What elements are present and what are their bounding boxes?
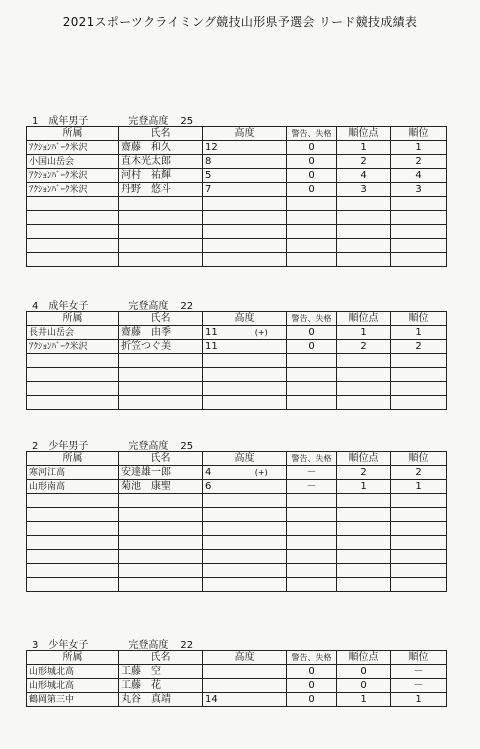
cell-warning bbox=[287, 494, 337, 508]
cell-name bbox=[119, 536, 203, 550]
header-height: 高度 bbox=[203, 651, 287, 665]
cell-name bbox=[119, 197, 203, 211]
cell-name bbox=[119, 239, 203, 253]
cell-rank: 2 bbox=[391, 155, 447, 169]
cell-height bbox=[203, 354, 237, 368]
cell-rank bbox=[391, 550, 447, 564]
completion-height-value: 25 bbox=[180, 441, 194, 452]
cell-rank-points: 2 bbox=[337, 340, 391, 354]
cell-rank-points: 0 bbox=[337, 679, 391, 693]
cell-rank bbox=[391, 211, 447, 225]
cell-name bbox=[119, 396, 203, 410]
cell-rank bbox=[391, 382, 447, 396]
cell-rank-points: 4 bbox=[337, 169, 391, 183]
cell-rank bbox=[391, 578, 447, 592]
section-category: 成年男子 bbox=[48, 116, 89, 127]
cell-rank bbox=[391, 354, 447, 368]
cell-warning bbox=[287, 536, 337, 550]
cell-rank-points bbox=[337, 368, 391, 382]
table-row bbox=[27, 679, 447, 693]
table-row bbox=[27, 536, 447, 550]
cell-height bbox=[203, 536, 237, 550]
header-rank-points: 順位点 bbox=[337, 651, 391, 665]
cell-affiliation bbox=[27, 508, 119, 522]
completion-height-label: 完登高度 bbox=[128, 441, 169, 452]
cell-warning: 0 bbox=[287, 693, 337, 707]
cell-rank: 4 bbox=[391, 169, 447, 183]
cell-warning bbox=[287, 239, 337, 253]
section-category: 少年女子 bbox=[48, 640, 89, 651]
cell-warning bbox=[287, 508, 337, 522]
table-row bbox=[27, 550, 447, 564]
cell-rank-points bbox=[337, 494, 391, 508]
cell-affiliation: ｱｸｼｮﾝﾊﾞｰｸ米沢 bbox=[27, 340, 119, 354]
cell-name bbox=[119, 354, 203, 368]
section-heading bbox=[32, 636, 193, 651]
cell-name bbox=[119, 550, 203, 564]
header-height: 高度 bbox=[203, 312, 287, 326]
table-row bbox=[27, 183, 447, 197]
cell-height-plus bbox=[237, 480, 287, 494]
cell-rank-points: 1 bbox=[337, 326, 391, 340]
cell-height bbox=[203, 382, 237, 396]
table-row bbox=[27, 253, 447, 267]
cell-name: 菊池 康聖 bbox=[119, 480, 203, 494]
section-number: 4 bbox=[32, 301, 39, 312]
section-heading bbox=[32, 437, 193, 452]
cell-height-plus bbox=[237, 665, 287, 679]
cell-rank-points bbox=[337, 508, 391, 522]
completion-height-value: 22 bbox=[180, 640, 194, 651]
cell-affiliation bbox=[27, 225, 119, 239]
cell-rank bbox=[391, 396, 447, 410]
table-row bbox=[27, 197, 447, 211]
cell-height bbox=[203, 508, 237, 522]
cell-affiliation bbox=[27, 253, 119, 267]
header-affiliation: 所属 bbox=[27, 651, 119, 665]
table-row bbox=[27, 211, 447, 225]
header-rank: 順位 bbox=[391, 651, 447, 665]
cell-affiliation bbox=[27, 197, 119, 211]
cell-warning bbox=[287, 578, 337, 592]
cell-height bbox=[203, 494, 237, 508]
cell-height bbox=[203, 522, 237, 536]
completion-height-value: 25 bbox=[180, 116, 194, 127]
cell-name: 直木光太郎 bbox=[119, 155, 203, 169]
cell-height-plus: (+) bbox=[237, 466, 287, 480]
cell-warning: 0 bbox=[287, 340, 337, 354]
cell-name bbox=[119, 508, 203, 522]
section-category: 少年男子 bbox=[48, 441, 89, 452]
cell-affiliation bbox=[27, 354, 119, 368]
cell-affiliation: ｱｸｼｮﾝﾊﾞｰｸ米沢 bbox=[27, 169, 119, 183]
cell-height-plus: (+) bbox=[237, 326, 287, 340]
cell-height bbox=[203, 253, 237, 267]
cell-height-plus bbox=[237, 169, 287, 183]
cell-rank-points bbox=[337, 522, 391, 536]
section-heading bbox=[32, 297, 193, 312]
cell-height: 8 bbox=[203, 155, 237, 169]
cell-height bbox=[203, 225, 237, 239]
completion-height-label: 完登高度 bbox=[128, 116, 169, 127]
header-affiliation: 所属 bbox=[27, 127, 119, 141]
cell-height-plus bbox=[237, 239, 287, 253]
cell-rank bbox=[391, 494, 447, 508]
header-rank: 順位 bbox=[391, 312, 447, 326]
header-rank: 順位 bbox=[391, 452, 447, 466]
header-rank-points: 順位点 bbox=[337, 452, 391, 466]
header-warning: 警告、失格 bbox=[287, 127, 337, 141]
table-row bbox=[27, 480, 447, 494]
cell-height-plus bbox=[237, 225, 287, 239]
cell-height-plus bbox=[237, 211, 287, 225]
cell-height-plus bbox=[237, 253, 287, 267]
cell-height-plus bbox=[237, 536, 287, 550]
header-rank-points: 順位点 bbox=[337, 312, 391, 326]
table-row bbox=[27, 578, 447, 592]
cell-affiliation bbox=[27, 550, 119, 564]
cell-height: 11 bbox=[203, 340, 237, 354]
cell-height bbox=[203, 564, 237, 578]
cell-warning bbox=[287, 522, 337, 536]
cell-warning bbox=[287, 211, 337, 225]
cell-height: 4 bbox=[203, 466, 237, 480]
cell-warning: － bbox=[287, 480, 337, 494]
section-number: 2 bbox=[32, 441, 39, 452]
cell-height-plus bbox=[237, 522, 287, 536]
cell-rank bbox=[391, 225, 447, 239]
cell-name bbox=[119, 253, 203, 267]
header-affiliation: 所属 bbox=[27, 452, 119, 466]
table-row bbox=[27, 693, 447, 707]
cell-rank: 1 bbox=[391, 693, 447, 707]
cell-affiliation: 山形城北高 bbox=[27, 665, 119, 679]
cell-height-plus bbox=[237, 494, 287, 508]
cell-height-plus bbox=[237, 340, 287, 354]
cell-height-plus bbox=[237, 550, 287, 564]
cell-height: 7 bbox=[203, 183, 237, 197]
cell-warning: 0 bbox=[287, 183, 337, 197]
cell-affiliation bbox=[27, 382, 119, 396]
cell-height bbox=[203, 679, 237, 693]
table-row bbox=[27, 141, 447, 155]
cell-rank-points: 3 bbox=[337, 183, 391, 197]
cell-warning bbox=[287, 354, 337, 368]
table-row bbox=[27, 665, 447, 679]
cell-height-plus bbox=[237, 508, 287, 522]
cell-affiliation: 鶴岡第三中 bbox=[27, 693, 119, 707]
cell-name bbox=[119, 211, 203, 225]
header-name: 氏名 bbox=[119, 312, 203, 326]
cell-rank-points bbox=[337, 239, 391, 253]
cell-warning bbox=[287, 396, 337, 410]
cell-name: 折笠つぐ美 bbox=[119, 340, 203, 354]
cell-warning: 0 bbox=[287, 141, 337, 155]
cell-rank-points bbox=[337, 253, 391, 267]
cell-affiliation bbox=[27, 211, 119, 225]
cell-affiliation bbox=[27, 239, 119, 253]
cell-name bbox=[119, 225, 203, 239]
header-affiliation: 所属 bbox=[27, 312, 119, 326]
cell-affiliation: 山形城北高 bbox=[27, 679, 119, 693]
cell-height-plus bbox=[237, 693, 287, 707]
page-title: 2021スポーツクライミング競技山形県予選会 リード競技成績表 bbox=[62, 15, 418, 29]
cell-affiliation bbox=[27, 578, 119, 592]
cell-rank-points bbox=[337, 564, 391, 578]
cell-affiliation bbox=[27, 494, 119, 508]
cell-height bbox=[203, 211, 237, 225]
cell-rank-points bbox=[337, 382, 391, 396]
table-row bbox=[27, 169, 447, 183]
cell-warning: 0 bbox=[287, 665, 337, 679]
cell-height-plus bbox=[237, 679, 287, 693]
table-row bbox=[27, 354, 447, 368]
table-row bbox=[27, 494, 447, 508]
table-header-row bbox=[27, 127, 447, 141]
cell-name: 安達雄一郎 bbox=[119, 466, 203, 480]
cell-height: 12 bbox=[203, 141, 237, 155]
cell-height: 6 bbox=[203, 480, 237, 494]
cell-warning bbox=[287, 564, 337, 578]
cell-rank bbox=[391, 253, 447, 267]
cell-affiliation: 寒河江高 bbox=[27, 466, 119, 480]
cell-height: 14 bbox=[203, 693, 237, 707]
table-row bbox=[27, 155, 447, 169]
cell-name bbox=[119, 578, 203, 592]
cell-name: 工藤 空 bbox=[119, 665, 203, 679]
cell-rank-points bbox=[337, 197, 391, 211]
cell-rank-points bbox=[337, 536, 391, 550]
cell-height bbox=[203, 550, 237, 564]
cell-rank: － bbox=[391, 679, 447, 693]
cell-height: 11 bbox=[203, 326, 237, 340]
cell-height-plus bbox=[237, 354, 287, 368]
table-row bbox=[27, 225, 447, 239]
cell-height-plus bbox=[237, 183, 287, 197]
table-header-row bbox=[27, 651, 447, 665]
header-height: 高度 bbox=[203, 452, 287, 466]
cell-warning bbox=[287, 382, 337, 396]
table-row bbox=[27, 382, 447, 396]
cell-name: 齋藤 由季 bbox=[119, 326, 203, 340]
cell-height-plus bbox=[237, 141, 287, 155]
cell-name bbox=[119, 522, 203, 536]
cell-height-plus bbox=[237, 368, 287, 382]
cell-name: 齋藤 和久 bbox=[119, 141, 203, 155]
table-row bbox=[27, 522, 447, 536]
cell-height bbox=[203, 197, 237, 211]
cell-name bbox=[119, 382, 203, 396]
table-row bbox=[27, 564, 447, 578]
section-number: 1 bbox=[32, 116, 39, 127]
cell-rank-points bbox=[337, 578, 391, 592]
cell-affiliation bbox=[27, 536, 119, 550]
cell-warning bbox=[287, 550, 337, 564]
completion-height-value: 22 bbox=[180, 301, 194, 312]
cell-rank-points: 0 bbox=[337, 665, 391, 679]
cell-rank-points: 2 bbox=[337, 466, 391, 480]
cell-warning bbox=[287, 368, 337, 382]
cell-affiliation: ｱｸｼｮﾝﾊﾞｰｸ米沢 bbox=[27, 183, 119, 197]
cell-name bbox=[119, 564, 203, 578]
table-row bbox=[27, 466, 447, 480]
cell-warning bbox=[287, 253, 337, 267]
cell-height-plus bbox=[237, 197, 287, 211]
table-row bbox=[27, 340, 447, 354]
cell-warning: － bbox=[287, 466, 337, 480]
cell-rank: 1 bbox=[391, 480, 447, 494]
cell-name: 河村 祐輝 bbox=[119, 169, 203, 183]
cell-name bbox=[119, 494, 203, 508]
cell-affiliation bbox=[27, 368, 119, 382]
section-heading bbox=[32, 112, 193, 127]
table-row bbox=[27, 326, 447, 340]
cell-affiliation bbox=[27, 522, 119, 536]
cell-warning: 0 bbox=[287, 326, 337, 340]
cell-rank: 1 bbox=[391, 326, 447, 340]
cell-height-plus bbox=[237, 564, 287, 578]
cell-rank-points: 2 bbox=[337, 155, 391, 169]
cell-rank-points: 1 bbox=[337, 480, 391, 494]
header-rank-points: 順位点 bbox=[337, 127, 391, 141]
cell-affiliation bbox=[27, 564, 119, 578]
cell-affiliation bbox=[27, 396, 119, 410]
cell-rank bbox=[391, 197, 447, 211]
cell-rank-points bbox=[337, 211, 391, 225]
cell-height bbox=[203, 239, 237, 253]
cell-name: 丸谷 真靖 bbox=[119, 693, 203, 707]
table-header-row bbox=[27, 452, 447, 466]
cell-height bbox=[203, 396, 237, 410]
cell-rank bbox=[391, 536, 447, 550]
cell-rank-points bbox=[337, 354, 391, 368]
cell-rank bbox=[391, 239, 447, 253]
completion-height-label: 完登高度 bbox=[128, 640, 169, 651]
cell-rank bbox=[391, 508, 447, 522]
cell-height bbox=[203, 368, 237, 382]
cell-warning bbox=[287, 225, 337, 239]
cell-height-plus bbox=[237, 155, 287, 169]
cell-height-plus bbox=[237, 578, 287, 592]
header-warning: 警告、失格 bbox=[287, 312, 337, 326]
table-header-row bbox=[27, 312, 447, 326]
cell-rank-points bbox=[337, 550, 391, 564]
cell-rank-points bbox=[337, 225, 391, 239]
header-height: 高度 bbox=[203, 127, 287, 141]
cell-affiliation: ｱｸｼｮﾝﾊﾞｰｸ米沢 bbox=[27, 141, 119, 155]
cell-rank: － bbox=[391, 665, 447, 679]
cell-height: 5 bbox=[203, 169, 237, 183]
cell-name: 工藤 花 bbox=[119, 679, 203, 693]
cell-rank bbox=[391, 522, 447, 536]
cell-height-plus bbox=[237, 396, 287, 410]
header-name: 氏名 bbox=[119, 452, 203, 466]
results-table bbox=[26, 650, 447, 707]
cell-affiliation: 長井山岳会 bbox=[27, 326, 119, 340]
header-rank: 順位 bbox=[391, 127, 447, 141]
cell-name: 丹野 悠斗 bbox=[119, 183, 203, 197]
cell-rank-points: 1 bbox=[337, 693, 391, 707]
header-warning: 警告、失格 bbox=[287, 452, 337, 466]
table-row bbox=[27, 508, 447, 522]
table-row bbox=[27, 396, 447, 410]
cell-rank bbox=[391, 368, 447, 382]
header-name: 氏名 bbox=[119, 651, 203, 665]
results-table bbox=[26, 126, 447, 267]
results-table bbox=[26, 311, 447, 410]
cell-rank: 2 bbox=[391, 340, 447, 354]
header-name: 氏名 bbox=[119, 127, 203, 141]
cell-rank-points: 1 bbox=[337, 141, 391, 155]
results-table bbox=[26, 451, 447, 592]
cell-warning: 0 bbox=[287, 679, 337, 693]
cell-rank: 2 bbox=[391, 466, 447, 480]
cell-warning: 0 bbox=[287, 155, 337, 169]
table-row bbox=[27, 239, 447, 253]
cell-name bbox=[119, 368, 203, 382]
cell-rank: 1 bbox=[391, 141, 447, 155]
section-category: 成年女子 bbox=[48, 301, 89, 312]
cell-height bbox=[203, 578, 237, 592]
cell-rank bbox=[391, 564, 447, 578]
cell-affiliation: 山形南高 bbox=[27, 480, 119, 494]
section-number: 3 bbox=[32, 640, 39, 651]
cell-height-plus bbox=[237, 382, 287, 396]
table-row bbox=[27, 368, 447, 382]
cell-affiliation: 小国山岳会 bbox=[27, 155, 119, 169]
cell-height bbox=[203, 665, 237, 679]
completion-height-label: 完登高度 bbox=[128, 301, 169, 312]
cell-warning bbox=[287, 197, 337, 211]
cell-warning: 0 bbox=[287, 169, 337, 183]
cell-rank-points bbox=[337, 396, 391, 410]
header-warning: 警告、失格 bbox=[287, 651, 337, 665]
cell-rank: 3 bbox=[391, 183, 447, 197]
